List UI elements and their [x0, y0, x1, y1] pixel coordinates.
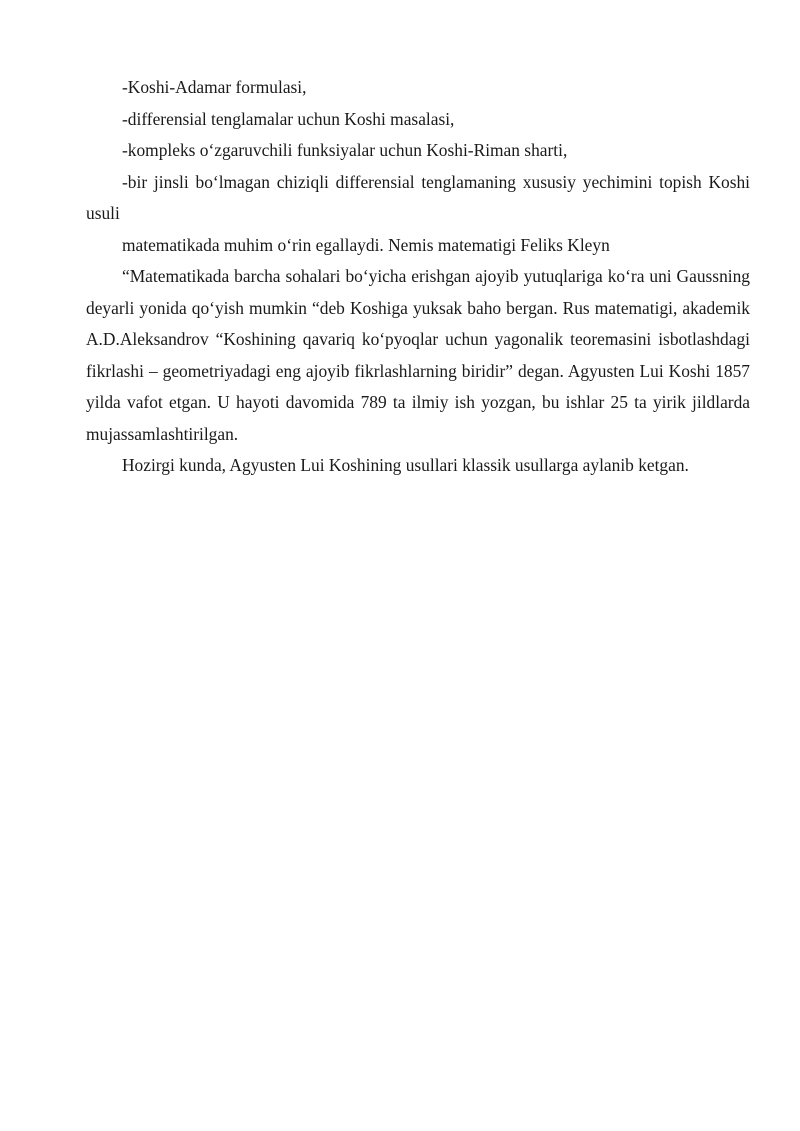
document-body: [86, 72, 750, 482]
list-item-koshi-usuli: -bir jinsli bo‘lmagan chiziqli differensial tenglamaning xususiy yechimini topish Koshi usuli: [86, 171, 750, 223]
list-item-koshi-adamar: -Koshi-Adamar formulasi,: [122, 77, 307, 97]
paragraph-quotes: “Matematikada barcha sohalari bo‘yicha erishgan ajoyib yutuqlariga ko‘ra uni Gaussning deyarli yonida qo‘yish mumkin “deb Koshiga yuksak baho bergan. Rus matematigi, akademik A.D.Aleksandrov “Koshining qavariq ko‘pyoqlar uchun yagonalik teoremasini isbotlashdagi fikrlashi – geometriyadagi eng ajoyib fikrlashlarning biridir” degan. Agyusten Lui Koshi 1857 yilda vafot etgan. U hayoti davomida 789 ta ilmiy ish yozgan, bu ishlar 25 ta yirik jildlarda mujassamlashtirilgan.: [86, 266, 750, 444]
list-item-koshi-masalasi: -differensial tenglamalar uchun Koshi masalasi,: [122, 108, 455, 129]
paragraph-importance: matematikada muhim o‘rin egallaydi. Nemis matematigi Feliks Kleyn: [122, 234, 610, 255]
list-item-koshi-riman: -kompleks o‘zgaruvchili funksiyalar uchun Koshi-Riman sharti,: [122, 140, 568, 160]
paragraph-conclusion: Hozirgi kunda, Agyusten Lui Koshining usullari klassik usullarga aylanib ketgan.: [122, 455, 689, 475]
